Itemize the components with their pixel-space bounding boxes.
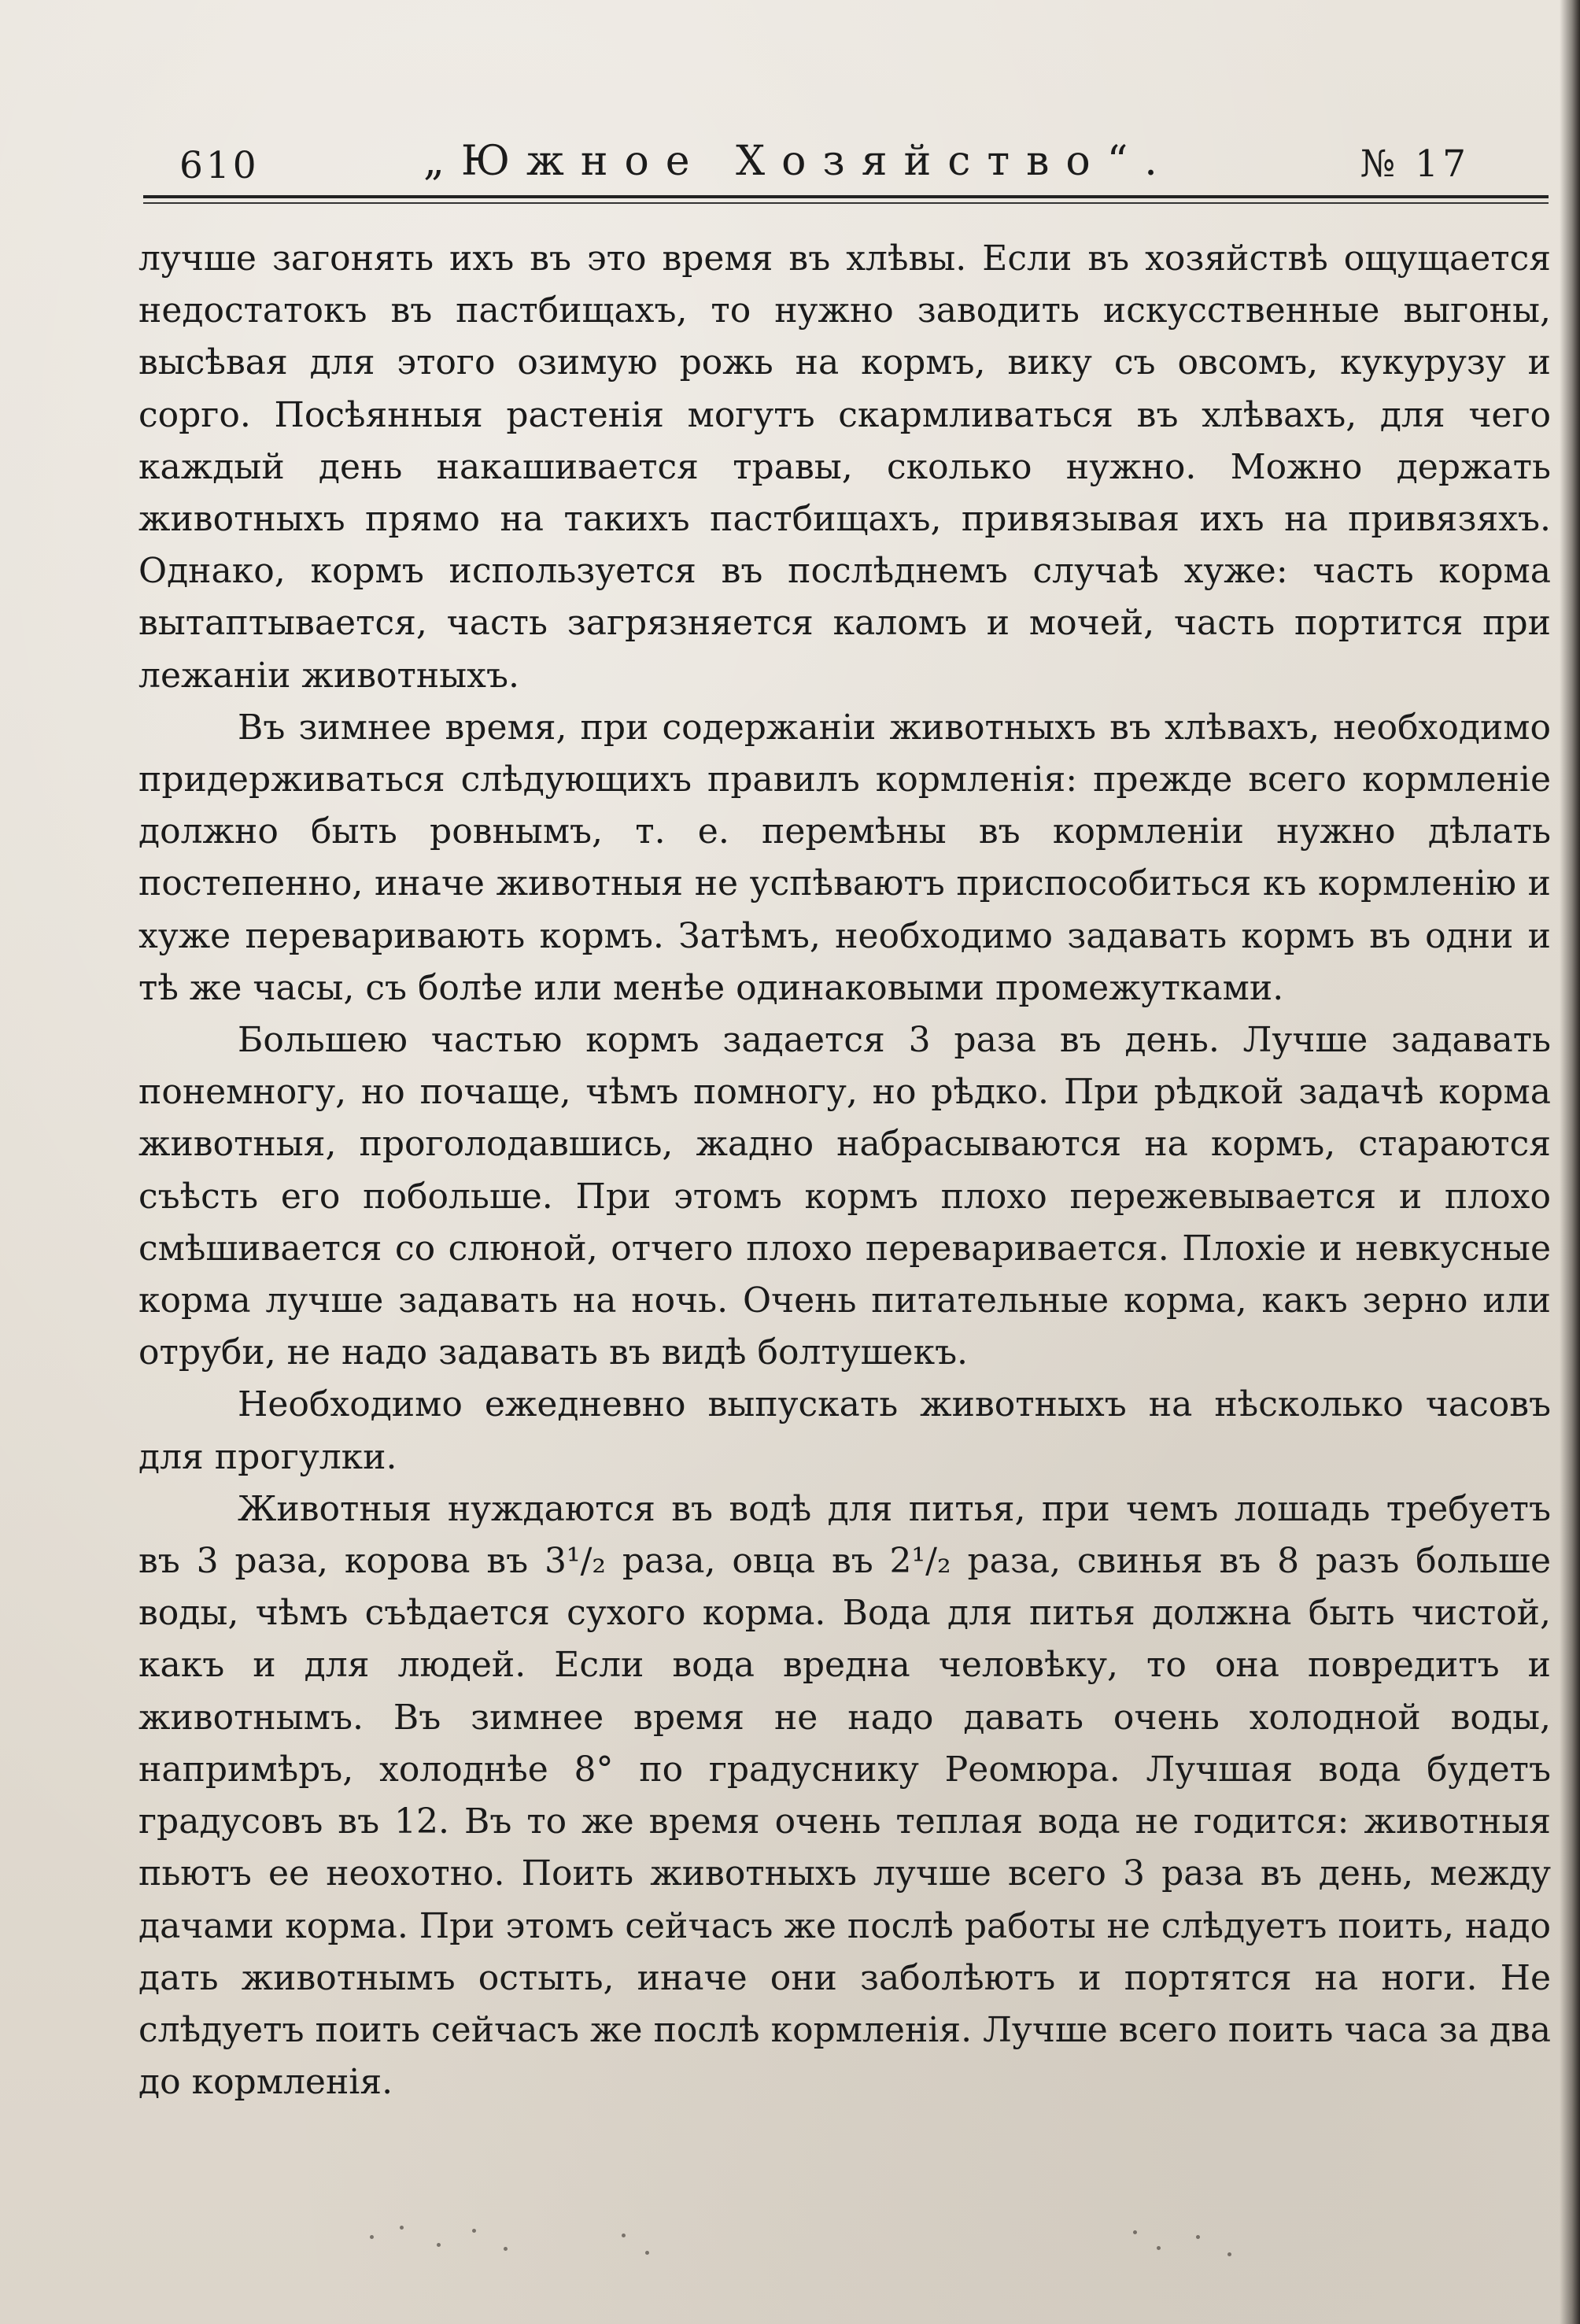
journal-title: „Южное Хозяйство“. (423, 138, 1174, 185)
body-text (138, 233, 1551, 2108)
page-number: 610 (179, 144, 260, 187)
paragraph-watering: Животныя нуждаются въ водѣ для питья, при чемъ лошадь требуетъ въ 3 раза, корова въ 3¹/₂ раза, овца въ 2¹/₂ раза, свинья въ 8 разъ больше воды, чѣмъ съѣдается сухого корма. Вода для питья должна быть чистой, какъ и для людей. Если вода вредна человѣку, то она повредитъ и животнымъ. Въ зимнее время не надо давать очень холодной воды, напримѣръ, холоднѣе 8° по градуснику Реомюра. Лучшая вода будетъ градусовъ въ 12. Въ то же время очень теплая вода не годится: животныя пьютъ ее неохотно. Поить животныхъ лучше всего 3 раза въ день, между дачами корма. При этомъ сейчасъ же послѣ работы не слѣдуетъ поить, надо дать животнымъ остыть, иначе они заболѣютъ и портятся на ноги. Не слѣдуетъ поить сейчасъ же послѣ кормленія. Лучше всего поить часа за два до кормленія. (138, 1488, 1551, 2103)
paragraph-daily-walks: Необходимо ежедневно выпускать животныхъ на нѣсколько часовъ для прогулки. (138, 1384, 1551, 1477)
paragraph-winter-feeding: Въ зимнее время, при содержаніи животныхъ въ хлѣвахъ, необходимо придерживаться слѣдующихъ правилъ кормленія: прежде всего кормленіе должно быть ровнымъ, т. е. перемѣны въ кормленіи нужно дѣлать постепенно, иначе животныя не успѣваютъ приспособиться къ кормленію и хуже переваривають кормъ. Затѣмъ, необходимо задавать кормъ въ одни и тѣ же часы, съ болѣе или менѣе одинаковыми промежутками. (138, 707, 1551, 1008)
header-rule-thin (143, 202, 1549, 204)
paragraph-feeding-frequency: Большею частью кормъ задается 3 раза въ день. Лучше задавать понемногу, но почаще, чѣмъ помногу, но рѣдко. При рѣдкой задачѣ корма животныя, проголодавшись, жадно набрасываются на кормъ, стараются съѣсть его побольше. При этомъ кормъ плохо пережевывается и плохо смѣшивается со слюной, отчего плохо переваривается. Плохіе и невкусные корма лучше задавать на ночь. Очень питательные корма, какъ зерно или отруби, не надо задавать въ видѣ болтушекъ. (138, 1020, 1551, 1373)
header-rule (143, 195, 1549, 198)
page-edge-shadow (1560, 0, 1580, 2324)
running-header (140, 138, 1501, 194)
issue-number: № 17 (1360, 142, 1470, 186)
paragraph-continued: лучше загонять ихъ въ это время въ хлѣвы. Если въ хозяйствѣ ощущается недостатокъ въ пастбищахъ, то нужно заводить искусственные выгоны, высѣвая для этого озимую рожь на кормъ, вику съ овсомъ, кукурузу и сорго. Посѣянныя растенія могутъ скармливаться въ хлѣвахъ, для чего каждый день накашивается травы, сколько нужно. Можно держать животныхъ прямо на такихъ пастбищахъ, привязывая ихъ на привязяхъ. Однако, кормъ используется въ послѣднемъ случаѣ хуже: часть корма вытаптывается, часть загрязняется каломъ и мочей, часть портится при лежаніи животныхъ. (138, 238, 1551, 696)
print-speckles (362, 2211, 1306, 2274)
